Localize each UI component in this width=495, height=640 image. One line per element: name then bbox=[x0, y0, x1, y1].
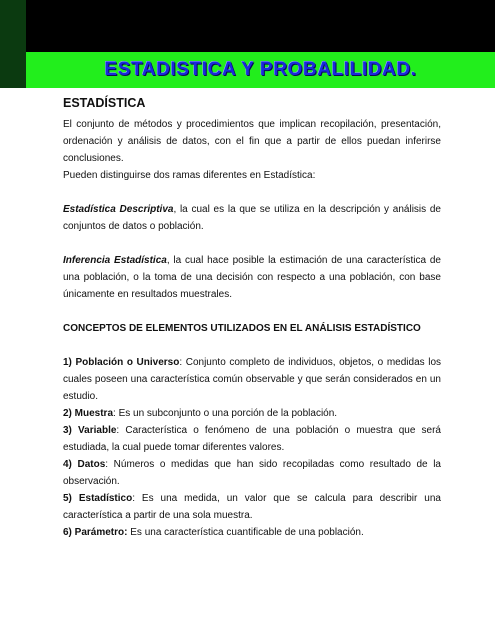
branch-inference bbox=[63, 252, 441, 303]
left-green-strip bbox=[0, 0, 26, 88]
concept-text: : Es una medida, un valor que se calcula para describir una característica a partir de una sola muestra. bbox=[63, 493, 441, 521]
concept-term: 1) Población o Universo bbox=[63, 357, 180, 368]
concept-item bbox=[63, 354, 441, 405]
concepts-list bbox=[63, 354, 441, 541]
branch-descriptive-term: Estadística Descriptiva bbox=[63, 204, 174, 215]
title-banner bbox=[26, 52, 495, 88]
branches-intro: Pueden distinguirse dos ramas diferentes en Estadística: bbox=[63, 170, 316, 181]
concept-term: 2) Muestra bbox=[63, 408, 114, 419]
concept-term: 3) Variable bbox=[63, 425, 117, 436]
concept-term: 5) Estadístico bbox=[63, 493, 133, 504]
branch-descriptive-text: , la cual es la que se utiliza en la descripción y análisis de conjuntos de datos o población. bbox=[63, 204, 441, 232]
concept-term: 6) Parámetro: bbox=[63, 527, 128, 538]
concept-item bbox=[63, 405, 441, 422]
concept-text: Es una característica cuantificable de una población. bbox=[127, 527, 364, 538]
branch-inference-term: Inferencia Estadística bbox=[63, 255, 167, 266]
concept-term: 4) Datos bbox=[63, 459, 106, 470]
concept-item bbox=[63, 524, 441, 541]
concepts-heading: CONCEPTOS DE ELEMENTOS UTILIZADOS EN EL ANÁLISIS ESTADÍSTICO bbox=[63, 323, 421, 334]
document-body bbox=[63, 92, 441, 541]
concept-item bbox=[63, 490, 441, 524]
concept-text: : Característica o fenómeno de una población o muestra que será estudiada, la cual puede tomar diferentes valores. bbox=[63, 425, 441, 453]
document-title: ESTADISTICA Y PROBALILIDAD. bbox=[104, 59, 417, 80]
concept-item bbox=[63, 422, 441, 456]
branch-descriptive bbox=[63, 201, 441, 235]
concept-text: : Números o medidas que han sido recopiladas como resultado de la observación. bbox=[63, 459, 441, 487]
top-black-band bbox=[0, 0, 495, 52]
concept-text: : Conjunto completo de individuos, objetos, o medidas los cuales poseen una característica común observable y que serán considerados en un estudio. bbox=[63, 357, 441, 402]
concept-text: : Es un subconjunto o una porción de la población. bbox=[113, 408, 338, 419]
branch-inference-text: , la cual hace posible la estimación de una característica de una población, o la toma de una decisión con respecto a una población, con base únicamente en resultados muestrales. bbox=[63, 255, 441, 300]
intro-paragraph: El conjunto de métodos y procedimientos que implican recopilación, presentación, ordenación y análisis de datos, con el fin que a partir de ellos puedan inferirse conclusiones. bbox=[63, 119, 441, 164]
concept-item bbox=[63, 456, 441, 490]
section-heading: ESTADÍSTICA bbox=[63, 96, 146, 110]
